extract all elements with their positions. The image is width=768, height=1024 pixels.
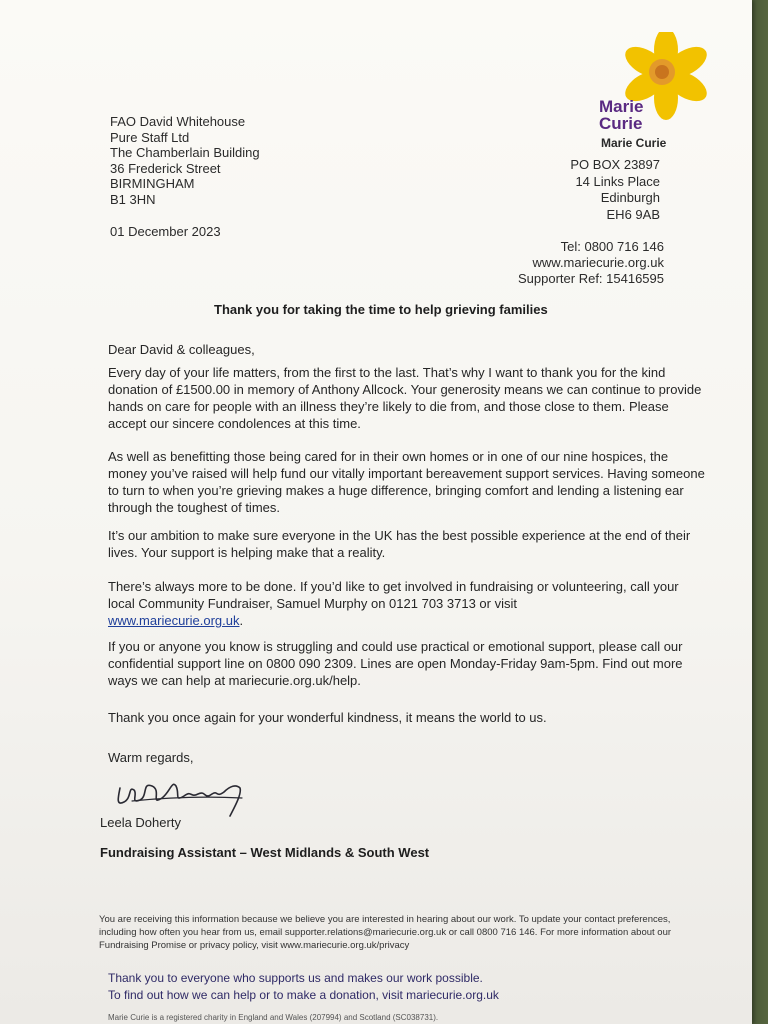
privacy-notice: You are receiving this information because we believe you are interested in hearing about our work. To update your contact preferences, including how often you hear from us, email supporter.relations@mariecurie.org.uk or call 0800 716 146. For more information about our Fundraising Promise or privacy policy, visit www.mariecurie.org.uk/privacy <box>99 914 672 951</box>
brand-wordmark <box>599 98 643 132</box>
sender-address-line: PO BOX 23897 <box>570 157 660 172</box>
paragraph-ambition: It’s our ambition to make sure everyone in the UK has the best possible experience at the end of their lives. Your support is helping make that a reality. <box>108 528 691 560</box>
signer-role: Fundraising Assistant – West Midlands & South West <box>100 845 430 860</box>
recipient-line: Pure Staff Ltd <box>110 129 190 145</box>
supporter-reference: Supporter Ref: 15416595 <box>518 271 664 286</box>
paragraph-bereavement-support: As well as benefitting those being cared for in their own homes or in one of our nine hospices, the money you’ve raised will help fund our vitally important bereavement support services. Having someone to turn to when you’re grieving makes a huge difference, bringing comfort and lending a listening ear through the toughest of times. <box>108 449 705 515</box>
sender-address-line: Edinburgh <box>600 190 660 205</box>
contact-phone: Tel: 0800 716 146 <box>560 239 664 254</box>
salutation: Dear David & colleagues, <box>108 342 255 357</box>
footer-thanks-line: Thank you to everyone who supports us and makes our work possible. <box>108 971 483 985</box>
closing-salutation: Warm regards, <box>108 750 194 765</box>
letter-date: 01 December 2023 <box>110 224 221 239</box>
sender-address-line: EH6 9AB <box>606 206 660 222</box>
letter-subject: Thank you for taking the time to help grieving families <box>214 302 548 317</box>
signer-name: Leela Doherty <box>100 815 181 830</box>
recipient-line: 36 Frederick Street <box>110 160 221 176</box>
recipient-line: The Chamberlain Building <box>110 145 260 160</box>
footer-thanks <box>108 970 499 1004</box>
paragraph-get-involved <box>108 578 708 629</box>
brand-name: Marie Curie <box>601 136 667 150</box>
paragraph-get-involved-text: There’s always more to be done. If you’d like to get involved in fundraising or volunteering, call your local Community Fundraiser, Samuel Murphy on 0121 703 3713 or visit <box>108 579 679 611</box>
footer-donate-line: To find out how we can help or to make a donation, visit mariecurie.org.uk <box>108 988 499 1002</box>
paragraph-support-line: If you or anyone you know is struggling and could use practical or emotional support, please call our confidential support line on 0800 090 2309. Lines are open Monday-Friday 9am-5pm. Find out more ways we can help at mariecurie.org.uk/help. <box>108 639 683 688</box>
brand-wordmark-line: Marie <box>599 97 644 116</box>
sentence-end: . <box>239 613 244 628</box>
brand-wordmark-line: Curie <box>599 114 643 133</box>
sender-address <box>570 157 660 223</box>
paragraph-donation-thanks: Every day of your life matters, from the first to the last. That’s why I want to thank you for the kind donation of £1500.00 in memory of Anthony Allcock. Your generosity means we can continue to provide hands on care for people with an illness they’re likely to die from, and those close to them. Please accept our sincere condolences at this time. <box>108 365 702 431</box>
website-link[interactable]: www.mariecurie.org.uk <box>108 613 240 628</box>
charity-registration: Marie Curie is a registered charity in England and Wales (207994) and Scotland (SC038731). <box>108 1013 439 1022</box>
recipient-line: B1 3HN <box>110 191 156 207</box>
sender-address-line: 14 Links Place <box>575 173 660 189</box>
contact-website: www.mariecurie.org.uk <box>532 255 664 270</box>
recipient-line: FAO David Whitehouse <box>110 114 246 129</box>
contact-block <box>518 239 664 287</box>
recipient-address <box>110 114 260 207</box>
handwritten-signature <box>112 768 252 820</box>
paragraph-closing-thanks: Thank you once again for your wonderful kindness, it means the world to us. <box>108 710 547 725</box>
recipient-line: BIRMINGHAM <box>110 176 195 191</box>
